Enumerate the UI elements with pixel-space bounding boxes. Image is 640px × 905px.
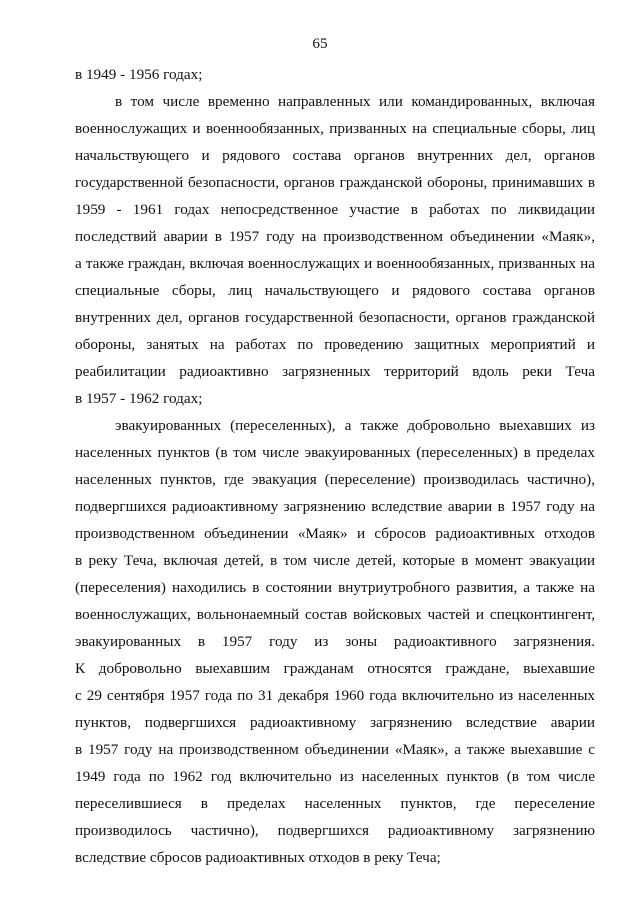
text-line: К добровольно выехавшим гражданам относятся граждане, выехавшие <box>75 660 595 677</box>
text-line: в том числе временно направленных или командированных, включая <box>115 93 595 110</box>
text-line: обороны, занятых на работах по проведению защитных мероприятий и <box>75 336 595 353</box>
text-line: реабилитации радиоактивно загрязненных территорий вдоль реки Теча <box>75 363 595 380</box>
text-line: населенных пунктов (в том числе эвакуированных (переселенных) в пределах <box>75 444 595 461</box>
text-line: в 1957 году на производственном объединении «Маяк», а также выехавшие с <box>75 741 595 758</box>
text-line: государственной безопасности, органов гражданской обороны, принимавших в <box>75 174 595 191</box>
text-line: последствий аварии в 1957 году на производственном объединении «Маяк», <box>75 228 595 245</box>
text-line: (переселения) находились в состоянии внутриутробного развития, а также на <box>75 579 595 596</box>
text-line: 1949 года по 1962 год включительно из населенных пунктов (в том числе <box>75 768 595 785</box>
text-line: в реку Теча, включая детей, в том числе детей, которые в момент эвакуации <box>75 552 595 569</box>
text-line: внутренних дел, органов государственной безопасности, органов гражданской <box>75 309 595 326</box>
text-line: эвакуированных (переселенных), а также добровольно выехавших из <box>115 417 595 434</box>
text-line: а также граждан, включая военнослужащих и военнообязанных, призванных на <box>75 255 595 272</box>
text-line: производственном объединении «Маяк» и сбросов радиоактивных отходов <box>75 525 595 542</box>
page-number: 65 <box>312 35 328 52</box>
text-line: населенных пунктов, где эвакуация (переселение) производилась частично), <box>75 471 595 488</box>
text-line: 1959 - 1961 годах непосредственное участие в работах по ликвидации <box>75 201 595 218</box>
text-line: начальствующего и рядового состава органов внутренних дел, органов <box>75 147 595 164</box>
text-line: специальные сборы, лиц начальствующего и рядового состава органов <box>75 282 595 299</box>
text-line: подвергшихся радиоактивному загрязнению вследствие аварии в 1957 году на <box>75 498 595 515</box>
text-line: эвакуированных в 1957 году из зоны радиоактивного загрязнения. <box>75 633 595 650</box>
text-line: военнослужащих, вольнонаемный состав войсковых частей и спецконтингент, <box>75 606 595 623</box>
text-line: военнослужащих и военнообязанных, призванных на специальные сборы, лиц <box>75 120 595 137</box>
text-line: вследствие сбросов радиоактивных отходов в реку Теча; <box>75 849 441 866</box>
text-line: производилось частично), подвергшихся радиоактивному загрязнению <box>75 822 595 839</box>
text-line: пунктов, подвергшихся радиоактивному загрязнению вследствие аварии <box>75 714 595 731</box>
text-line: с 29 сентября 1957 года по 31 декабря 1960 года включительно из населенных <box>75 687 595 704</box>
text-line: в 1949 - 1956 годах; <box>75 66 203 83</box>
text-line: в 1957 - 1962 годах; <box>75 390 203 407</box>
text-line: переселившиеся в пределах населенных пунктов, где переселение <box>75 795 595 812</box>
